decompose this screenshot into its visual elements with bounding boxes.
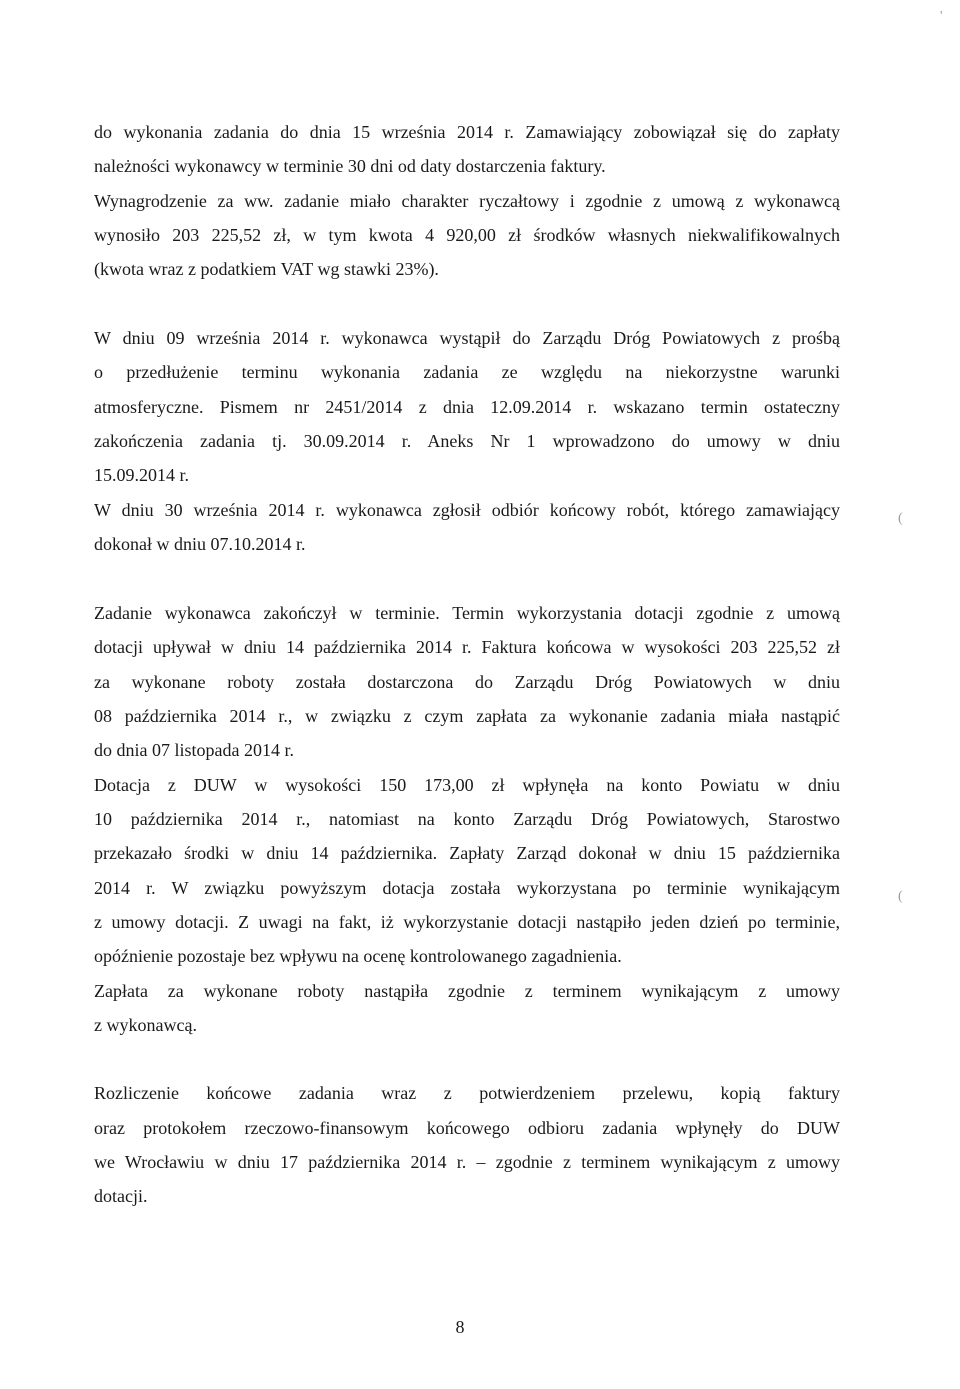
text-line: Zadanie wykonawca zakończył w terminie. Termin wykorzystania dotacji zgodnie z umową (94, 603, 840, 623)
text-line: za wykonane roboty została dostarczona do Zarządu Dróg Powiatowych w dniu (94, 672, 840, 692)
text-line: opóźnienie pozostaje bez wpływu na ocenę kontrolowanego zagadnienia. (94, 946, 622, 966)
page-number: 8 (455, 1317, 465, 1337)
text-line: do wykonania zadania do dnia 15 września 2014 r. Zamawiający zobowiązał się do zapłaty (94, 122, 840, 142)
text-line: Zapłata za wykonane roboty nastąpiła zgodnie z terminem wynikającym z umowy (94, 981, 840, 1001)
text-line: (kwota wraz z podatkiem VAT wg stawki 23%). (94, 259, 439, 279)
text-line: do dnia 07 listopada 2014 r. (94, 740, 294, 760)
text-line: Dotacja z DUW w wysokości 150 173,00 zł wpłynęła na konto Powiatu w dniu (94, 775, 840, 795)
text-line: 2014 r. W związku powyższym dotacja została wykorzystana po terminie wynikającym (94, 878, 840, 898)
text-line: dotacji. (94, 1186, 148, 1206)
text-line: o przedłużenie terminu wykonania zadania ze względu na niekorzystne warunki (94, 362, 840, 382)
text-line: oraz protokołem rzeczowo-finansowym końcowego odbioru zadania wpłynęły do DUW (94, 1118, 840, 1138)
text-line: 15.09.2014 r. (94, 465, 190, 485)
text-line: z umowy dotacji. Z uwagi na fakt, iż wykorzystanie dotacji nastąpiło jeden dzień po terminie, (94, 912, 840, 932)
text-line: W dniu 30 września 2014 r. wykonawca zgłosił odbiór końcowy robót, którego zamawiający (94, 500, 840, 520)
text-line: Rozliczenie końcowe zadania wraz z potwierdzeniem przelewu, kopią faktury (94, 1083, 840, 1103)
scan-mark: ( (898, 511, 903, 526)
text-line: 10 października 2014 r., natomiast na konto Zarządu Dróg Powiatowych, Starostwo (94, 809, 840, 829)
text-line: wynosiło 203 225,52 zł, w tym kwota 4 920,00 zł środków własnych niekwalifikowalnych (94, 225, 840, 245)
text-line: przekazało środki w dniu 14 października. Zapłaty Zarząd dokonał w dniu 15 października (94, 843, 840, 863)
text-line: należności wykonawcy w terminie 30 dni od daty dostarczenia faktury. (94, 156, 606, 176)
text-line: dotacji upływał w dniu 14 października 2014 r. Faktura końcowa w wysokości 203 225,52 zł (94, 637, 840, 657)
text-line: zakończenia zadania tj. 30.09.2014 r. Aneks Nr 1 wprowadzono do umowy w dniu (94, 431, 840, 451)
scan-mark: ( (898, 889, 903, 904)
text-line: 08 października 2014 r., w związku z czym zapłata za wykonanie zadania miała nastąpić (94, 706, 840, 726)
text-line: Wynagrodzenie za ww. zadanie miało charakter ryczałtowy i zgodnie z umową z wykonawcą (94, 191, 840, 211)
scan-mark: ' (940, 9, 943, 24)
text-line: we Wrocławiu w dniu 17 października 2014 r. – zgodnie z terminem wynikającym z umowy (94, 1152, 840, 1172)
text-line: z wykonawcą. (94, 1015, 197, 1035)
text-line: dokonał w dniu 07.10.2014 r. (94, 534, 306, 554)
text-line: atmosferyczne. Pismem nr 2451/2014 z dnia 12.09.2014 r. wskazano termin ostateczny (94, 397, 840, 417)
text-line: W dniu 09 września 2014 r. wykonawca wystąpił do Zarządu Dróg Powiatowych z prośbą (94, 328, 840, 348)
